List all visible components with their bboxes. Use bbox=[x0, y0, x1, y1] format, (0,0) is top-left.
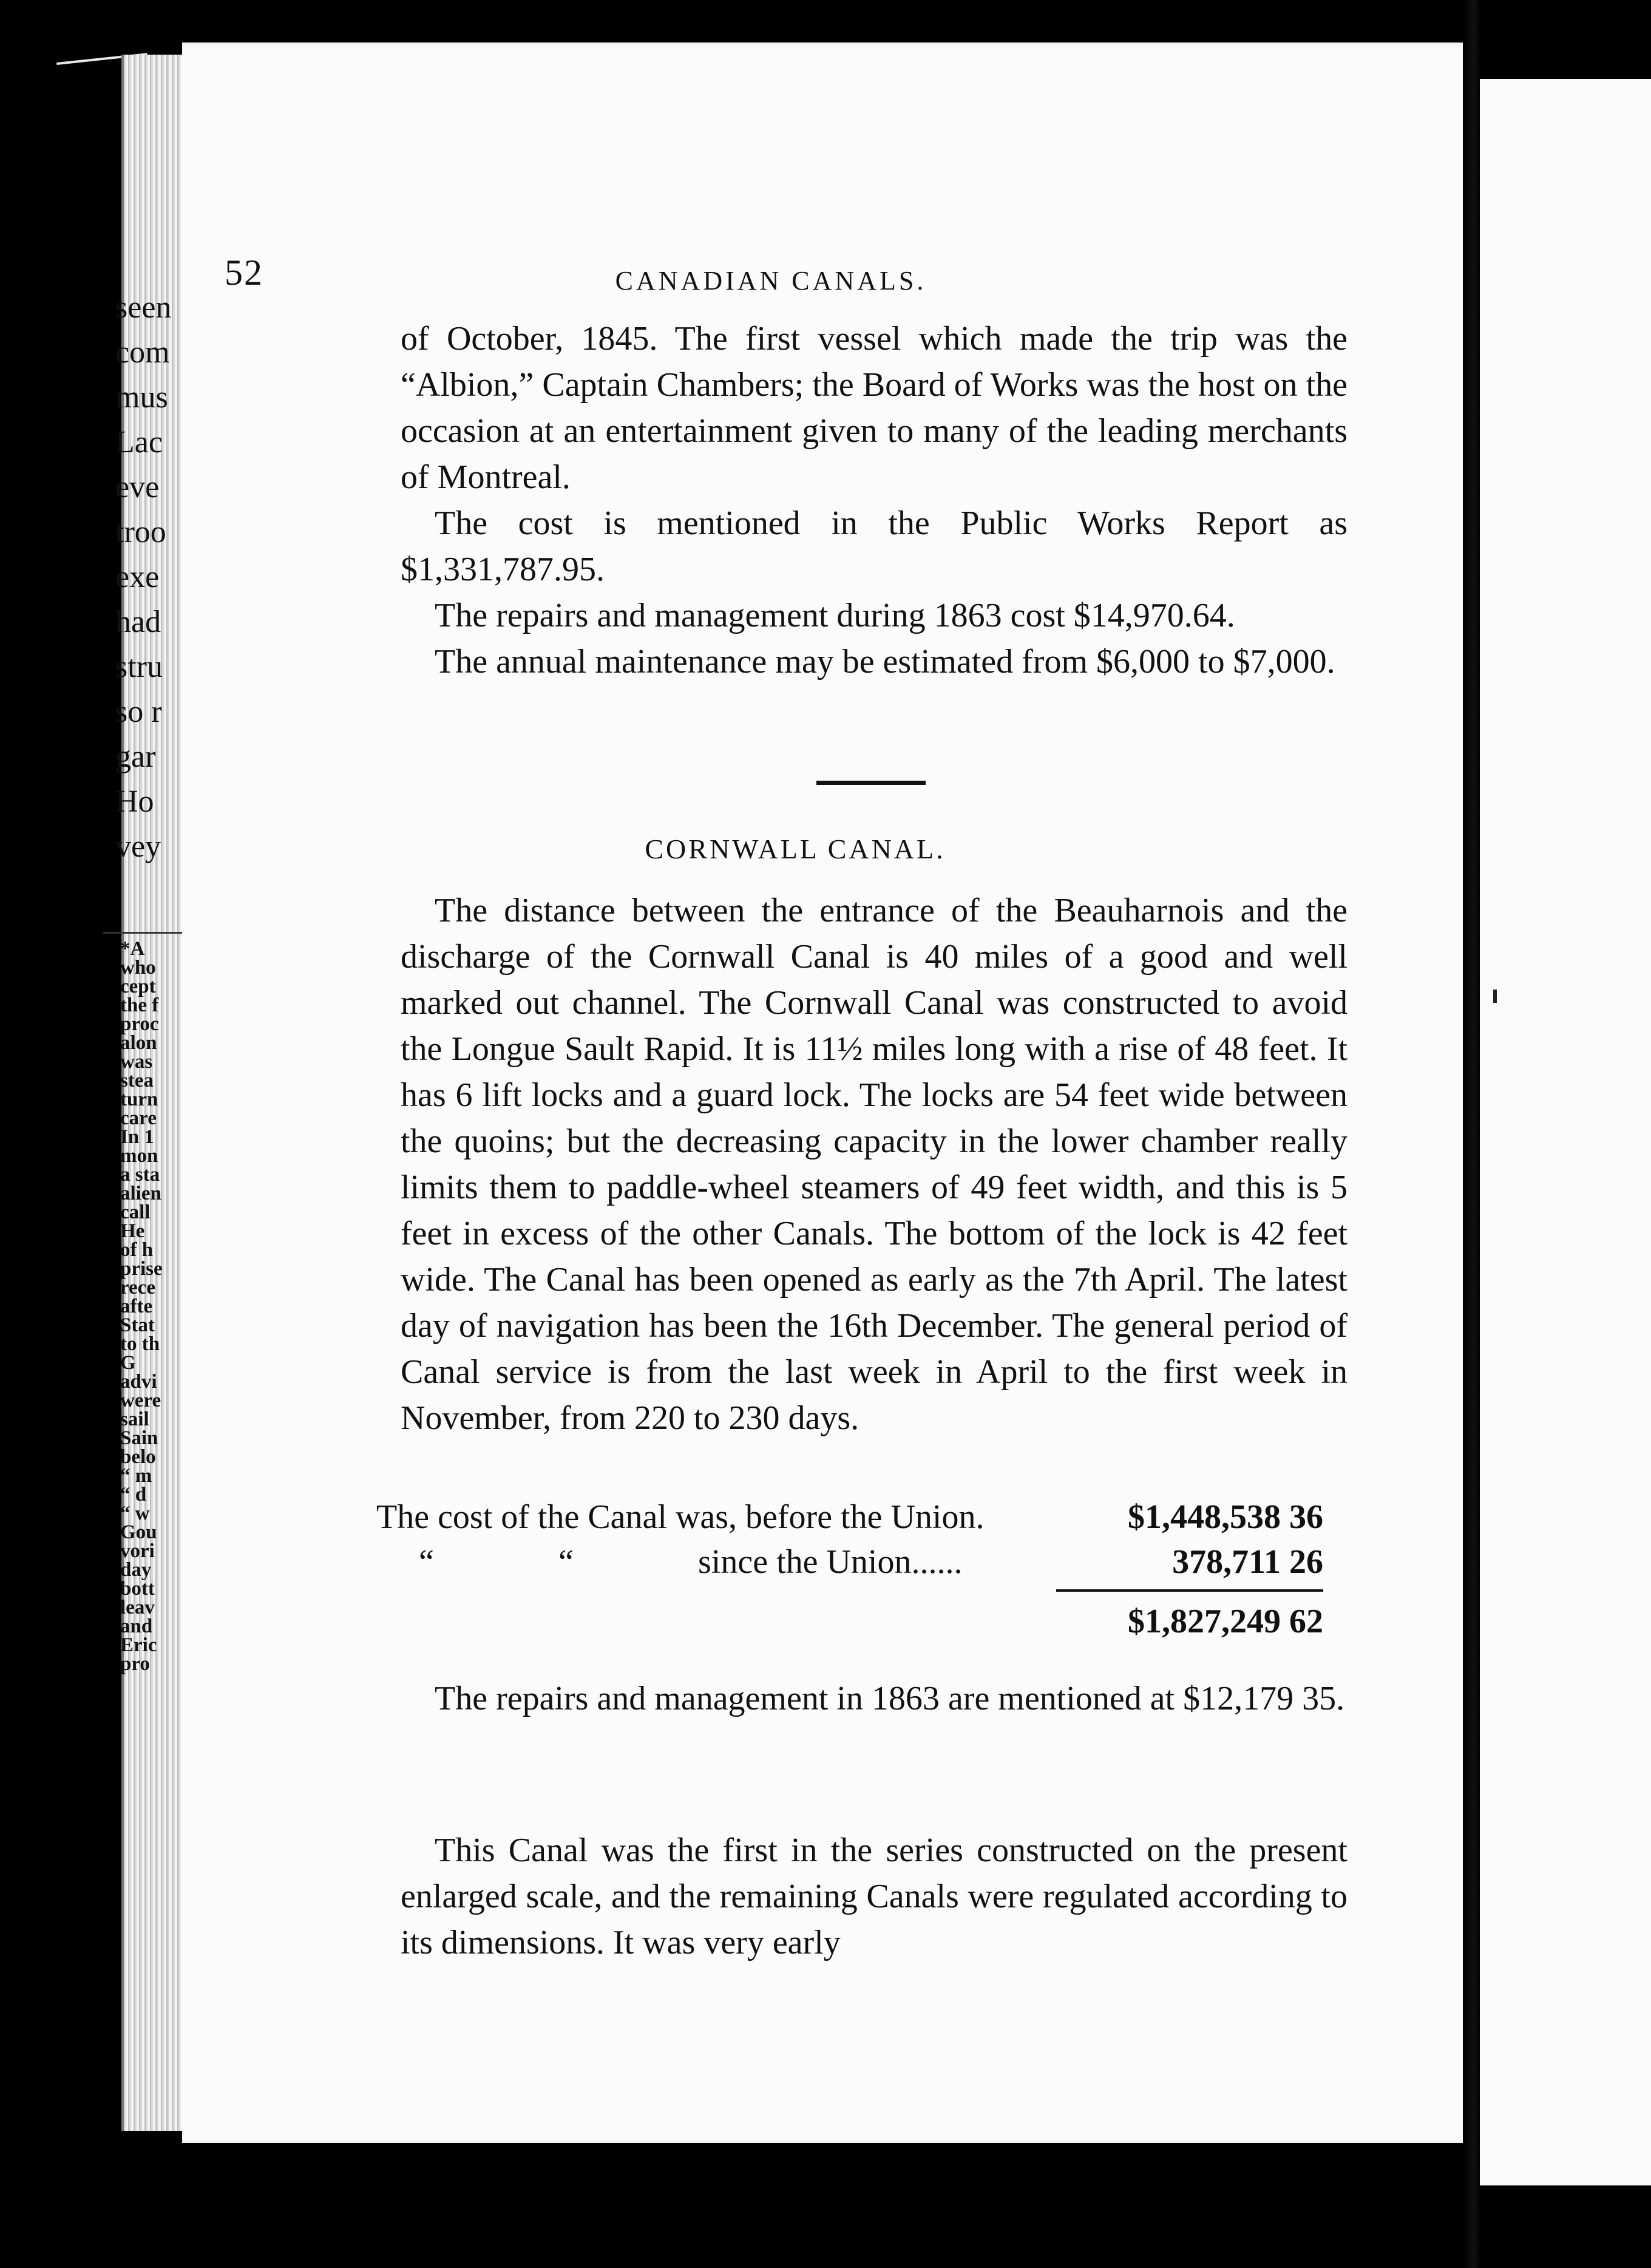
ditto-mark: “ bbox=[419, 1543, 434, 1581]
repairs-paragraph bbox=[401, 1676, 1348, 1722]
footnote-line: and bbox=[120, 1615, 153, 1637]
footnote-line: were bbox=[120, 1390, 161, 1411]
footnote-line: bott bbox=[120, 1578, 155, 1600]
footnote-line: *A bbox=[120, 938, 145, 960]
footnote-line: who bbox=[120, 957, 156, 979]
facing-line: vey bbox=[115, 829, 161, 864]
section-divider bbox=[816, 781, 926, 785]
footnote-line: a sta bbox=[120, 1164, 160, 1186]
footnote-line: afte bbox=[120, 1295, 153, 1317]
facing-line: eve bbox=[115, 470, 160, 504]
footnote-line: vori bbox=[120, 1540, 155, 1562]
footnote-line: “ d bbox=[120, 1484, 147, 1506]
footnote-line: In 1 bbox=[120, 1126, 154, 1148]
paragraph: This Canal was the first in the series constructed on the present enlarged scale, and the remaining Canals were regulated according to its dimensions. It was very early bbox=[401, 1832, 1348, 1961]
footnote-line: “ w bbox=[120, 1502, 150, 1524]
facing-page-text bbox=[115, 285, 188, 869]
cost-row bbox=[376, 1540, 1323, 1584]
footnote-line: Eric bbox=[120, 1634, 157, 1656]
paragraph: The repairs and management in 1863 are mentioned at $12,179 35. bbox=[435, 1680, 1345, 1717]
facing-line: Ho bbox=[115, 784, 154, 819]
sum-rule bbox=[1056, 1589, 1323, 1592]
cost-total-row bbox=[376, 1599, 1323, 1644]
footnote-rule bbox=[103, 932, 182, 934]
cost-label: since the Union...... bbox=[698, 1543, 963, 1581]
facing-line: Lac bbox=[115, 425, 163, 460]
footnote-line: turn bbox=[120, 1088, 158, 1110]
footnote-line: prise bbox=[120, 1258, 163, 1280]
facing-line: seen bbox=[115, 290, 172, 325]
footnote-line: “ m bbox=[120, 1465, 152, 1487]
facing-line: mus bbox=[115, 380, 168, 415]
footnote-line: He bbox=[120, 1220, 145, 1242]
footnote-line: proc bbox=[120, 1013, 159, 1035]
facing-footnotes bbox=[120, 940, 193, 1674]
footnote-line: of h bbox=[120, 1239, 154, 1261]
facing-line: so r bbox=[115, 694, 162, 729]
facing-page-fragment bbox=[1480, 79, 1651, 2185]
footnote-line: cept bbox=[120, 976, 156, 997]
margin-mark bbox=[1493, 990, 1497, 1003]
footnote-line: day bbox=[120, 1559, 152, 1581]
cost-row bbox=[376, 1495, 1323, 1540]
paragraph: The annual maintenance may be estimated from $6,000 to $7,000. bbox=[435, 643, 1335, 681]
facing-line: stru bbox=[115, 650, 163, 684]
footnote-line: alon bbox=[120, 1032, 157, 1054]
top-paragraphs bbox=[401, 316, 1348, 685]
ditto-mark: “ bbox=[558, 1543, 574, 1581]
facing-line: exe bbox=[115, 560, 160, 594]
paragraph: The distance between the entrance of the Beauharnois and the discharge of the Cornwall Canal is 40 miles of a good and well marked out channel. The Cornwall Canal was constructed to avoid the Longue Sault Rapid. It is 11½ miles long with a rise of 48 feet. It has 6 lift locks and a guard lock. The locks are 54 feet wide between the quoins; but the decreasing capacity in the lower chamber really limits them to paddle-wheel steamers of 49 feet width, and this is 5 feet in excess of the other Canals. The bottom of the lock is 42 feet wide. The Canal has been opened as early as the 7th April. The latest day of navigation has been the 16th December. The general period of Canal service is from the last week in April to the first week in November, from 220 to 230 days. bbox=[401, 892, 1348, 1437]
closing-paragraph bbox=[401, 1827, 1348, 1966]
footnote-line: to th bbox=[120, 1333, 160, 1355]
footnote-line: Sain bbox=[120, 1427, 158, 1449]
footnote-line: Gou bbox=[120, 1521, 157, 1543]
page-header bbox=[0, 252, 1651, 294]
page-number: 52 bbox=[225, 253, 263, 293]
cost-label: The cost of the Canal was, before the Union. bbox=[376, 1498, 985, 1536]
running-head: CANADIAN CANALS. bbox=[615, 266, 927, 296]
footnote-line: was bbox=[120, 1051, 153, 1073]
cost-total: $1,827,249 62 bbox=[1128, 1603, 1323, 1640]
paragraph: The cost is mentioned in the Public Works Report as $1,331,787.95. bbox=[401, 504, 1348, 588]
section-heading: CORNWALL CANAL. bbox=[645, 834, 946, 864]
footnote-line: belo bbox=[120, 1446, 156, 1468]
facing-line: com bbox=[115, 335, 170, 370]
cost-table bbox=[376, 1495, 1323, 1644]
footnote-line: alien bbox=[120, 1183, 161, 1204]
footnote-line: the f bbox=[120, 994, 159, 1016]
paragraph: The repairs and management during 1863 cost $14,970.64. bbox=[435, 597, 1235, 634]
footnote-line: mon bbox=[120, 1145, 158, 1167]
paragraph: of October, 1845. The first vessel which made the trip was the “Albion,” Captain Chambers; the Board of Works was the host on the occasion at an entertainment given to many of the leading merchants of Montreal. bbox=[401, 320, 1348, 496]
facing-line: had bbox=[115, 605, 161, 639]
footnote-line: advi bbox=[120, 1371, 157, 1393]
book-gutter bbox=[1463, 0, 1481, 2268]
footnote-line: rece bbox=[120, 1277, 155, 1299]
cost-value: $1,448,538 36 bbox=[1128, 1498, 1323, 1536]
footnote-line: stea bbox=[120, 1070, 154, 1092]
footnote-line: care bbox=[120, 1107, 157, 1129]
section-body bbox=[401, 888, 1348, 1441]
facing-line: gar bbox=[115, 739, 156, 774]
footnote-line: G bbox=[120, 1352, 136, 1374]
footnote-line: sail bbox=[120, 1408, 149, 1430]
footnote-line: leav bbox=[120, 1597, 155, 1618]
footnote-line: pro bbox=[120, 1653, 150, 1675]
footnote-line: call bbox=[120, 1201, 151, 1223]
cost-value: 378,711 26 bbox=[1172, 1543, 1323, 1581]
footnote-line: Stat bbox=[120, 1314, 155, 1336]
facing-line: troo bbox=[115, 515, 166, 549]
